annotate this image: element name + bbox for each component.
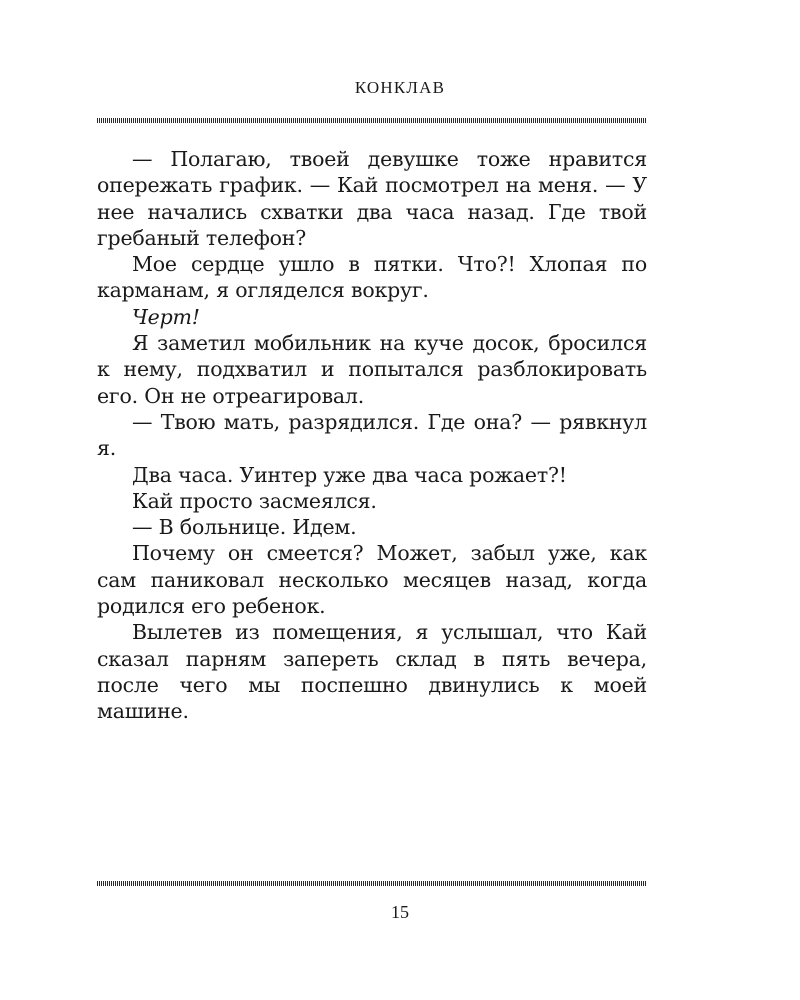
paragraph: Два часа. Уинтер уже два часа рожает?! — [132, 462, 567, 487]
paragraph: — Твою мать, разрядился. Где она? — рявкнул я. — [97, 409, 647, 461]
header-rule — [97, 118, 647, 123]
paragraph: Мое сердце ушло в пятки. Что?! Хлопая по карманам, я огляделся вокруг. — [97, 252, 647, 303]
running-head-title: КОНКЛАВ — [354, 78, 446, 97]
paragraph: Вылетев из помещения, я услышал, что Кай сказал парням запереть склад в пять вечера, после чего мы поспешно двинулись к моей машине. — [97, 620, 647, 724]
paragraph-italic: Черт! — [132, 304, 200, 329]
footer-rule — [97, 881, 647, 886]
paragraph: Я заметил мобильник на куче досок, бросился к нему, подхватил и попытался разблокировать его. Он не отреагировал. — [97, 331, 647, 408]
paragraph: Почему он смеется? Может, забыл уже, как сам паниковал несколько месяцев назад, когда родился его ребенок. — [97, 541, 647, 619]
page-number: 15 — [391, 902, 409, 922]
paragraph: — Полагаю, твоей девушке тоже нравится опережать график. — Кай посмотрел на меня. — У нее начались схватки два часа назад. Где твой гребаный телефон? — [97, 147, 647, 250]
page-body-text — [97, 146, 647, 725]
paragraph: — В больнице. Идем. — [132, 515, 357, 540]
paragraph: Кай просто засмеялся. — [132, 488, 377, 513]
